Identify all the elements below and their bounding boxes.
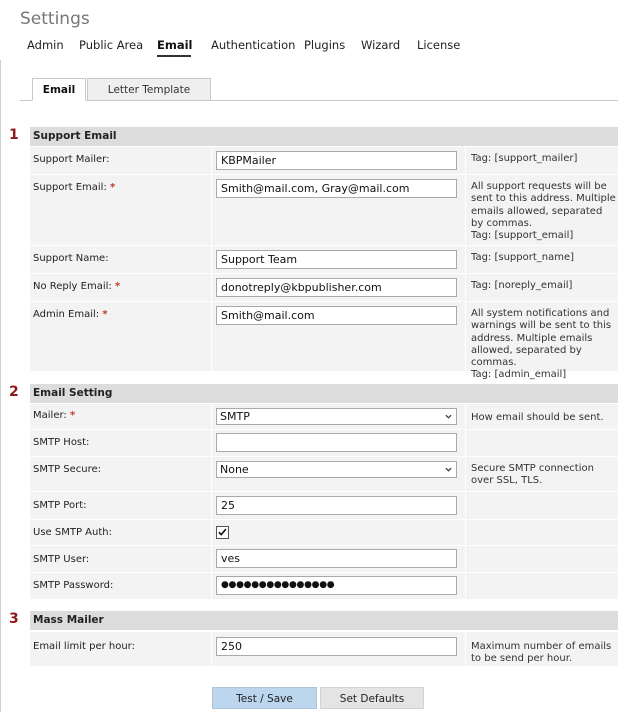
admin-email-hint: [471, 308, 616, 382]
smtp-password-label: SMTP Password:: [33, 580, 114, 591]
smtp-user-label: SMTP User:: [33, 554, 90, 565]
noreply-email-label: No Reply Email:: [33, 281, 112, 292]
row-mailer: [30, 404, 618, 430]
row-smtp-secure: [30, 457, 618, 492]
nav-tab-public-area[interactable]: Public Area: [79, 38, 144, 52]
smtp-user-input[interactable]: ves: [216, 549, 457, 568]
section-number-2: 2: [9, 384, 19, 400]
email-limit-hint: Maximum number of emails to be send per hour.: [471, 641, 612, 665]
smtp-auth-checkbox[interactable]: [216, 526, 229, 539]
row-email-limit: [30, 632, 618, 667]
admin-email-tag: Tag: [admin_email]: [471, 369, 567, 381]
smtp-secure-select-value: None: [220, 463, 249, 476]
row-smtp-port: [30, 492, 618, 520]
smtp-secure-select[interactable]: [216, 461, 457, 478]
smtp-port-input[interactable]: 25: [216, 496, 457, 515]
smtp-port-label: SMTP Port:: [33, 500, 87, 511]
smtp-password-input[interactable]: ●●●●●●●●●●●●●●●: [216, 576, 457, 595]
smtp-host-label: SMTP Host:: [33, 437, 90, 448]
admin-email-label: Admin Email:: [33, 309, 100, 320]
content-frame-border: [0, 60, 1, 712]
support-email-label-wrap: [33, 182, 115, 193]
nav-active-underline: [157, 55, 191, 57]
support-email-label: Support Email:: [33, 182, 107, 193]
chevron-down-icon: [445, 413, 452, 420]
admin-email-label-wrap: [33, 309, 108, 320]
checkmark-icon: [217, 527, 228, 538]
nav-tab-authentication[interactable]: Authentication: [211, 38, 296, 52]
support-email-hint: [471, 181, 616, 242]
required-marker: *: [69, 410, 76, 421]
support-mailer-hint: Tag: [support_mailer]: [471, 153, 578, 164]
mailer-select[interactable]: [216, 408, 457, 425]
row-smtp-auth: [30, 520, 618, 546]
support-name-label: Support Name:: [33, 253, 109, 264]
smtp-auth-label: Use SMTP Auth:: [33, 527, 112, 538]
row-support-email: [30, 175, 618, 246]
row-smtp-password: [30, 573, 618, 600]
required-marker: *: [110, 182, 116, 193]
page-title: Settings: [20, 9, 90, 29]
test-save-button[interactable]: Test / Save: [212, 687, 317, 709]
noreply-email-label-wrap: [33, 281, 120, 292]
nav-tab-email[interactable]: Email: [157, 38, 193, 52]
email-limit-label: Email limit per hour:: [33, 641, 135, 652]
smtp-host-input[interactable]: [216, 433, 457, 452]
admin-email-hint-text: All system notifications and warnings will be sent to this address. Multiple emails allowed, separated by commas.: [471, 308, 612, 369]
row-noreply-email: [30, 274, 618, 302]
mailer-hint: How email should be sent.: [471, 412, 604, 423]
top-nav: [0, 38, 618, 58]
subtab-letter-template[interactable]: Letter Template: [87, 78, 211, 101]
admin-email-input[interactable]: Smith@mail.com: [216, 306, 457, 325]
nav-tab-wizard[interactable]: Wizard: [361, 38, 401, 52]
support-email-input[interactable]: Smith@mail.com, Gray@mail.com: [216, 179, 457, 198]
section-number-3: 3: [9, 611, 19, 627]
email-limit-input[interactable]: 250: [216, 637, 457, 656]
smtp-secure-label: SMTP Secure:: [33, 464, 102, 475]
subtab-email[interactable]: Email: [32, 78, 86, 101]
support-email-tag: Tag: [support_email]: [471, 230, 574, 242]
nav-tab-plugins[interactable]: Plugins: [304, 38, 346, 52]
row-smtp-host: [30, 430, 618, 457]
row-admin-email: [30, 302, 618, 381]
noreply-email-hint: Tag: [noreply_email]: [471, 280, 573, 291]
set-defaults-button[interactable]: Set Defaults: [320, 687, 424, 709]
section-header-mass-mailer: Mass Mailer: [30, 611, 618, 630]
nav-tab-admin[interactable]: Admin: [27, 38, 64, 52]
section-header-support-email: Support Email: [30, 127, 618, 146]
mailer-select-value: SMTP: [220, 410, 250, 423]
smtp-secure-hint: Secure SMTP connection over SSL, TLS.: [471, 463, 594, 487]
section-header-email-setting: Email Setting: [30, 384, 618, 403]
row-smtp-user: [30, 546, 618, 573]
mailer-label: Mailer:: [33, 410, 67, 421]
mailer-label-wrap: [33, 410, 75, 421]
chevron-down-icon: [445, 466, 452, 473]
support-mailer-input[interactable]: KBPMailer: [216, 151, 457, 170]
row-support-name: [30, 246, 618, 274]
support-email-hint-text: All support requests will be sent to this address. Multiple emails allowed, separated by commas.: [471, 181, 616, 229]
required-marker: *: [114, 281, 121, 292]
row-support-mailer: [30, 147, 618, 175]
noreply-email-input[interactable]: donotreply@kbpublisher.com: [216, 278, 457, 297]
support-name-input[interactable]: Support Team: [216, 250, 457, 269]
required-marker: *: [102, 309, 108, 320]
support-mailer-label: Support Mailer:: [33, 154, 110, 165]
support-name-hint: Tag: [support_name]: [471, 252, 575, 263]
nav-tab-license[interactable]: License: [417, 38, 461, 52]
section-number-1: 1: [9, 127, 19, 143]
